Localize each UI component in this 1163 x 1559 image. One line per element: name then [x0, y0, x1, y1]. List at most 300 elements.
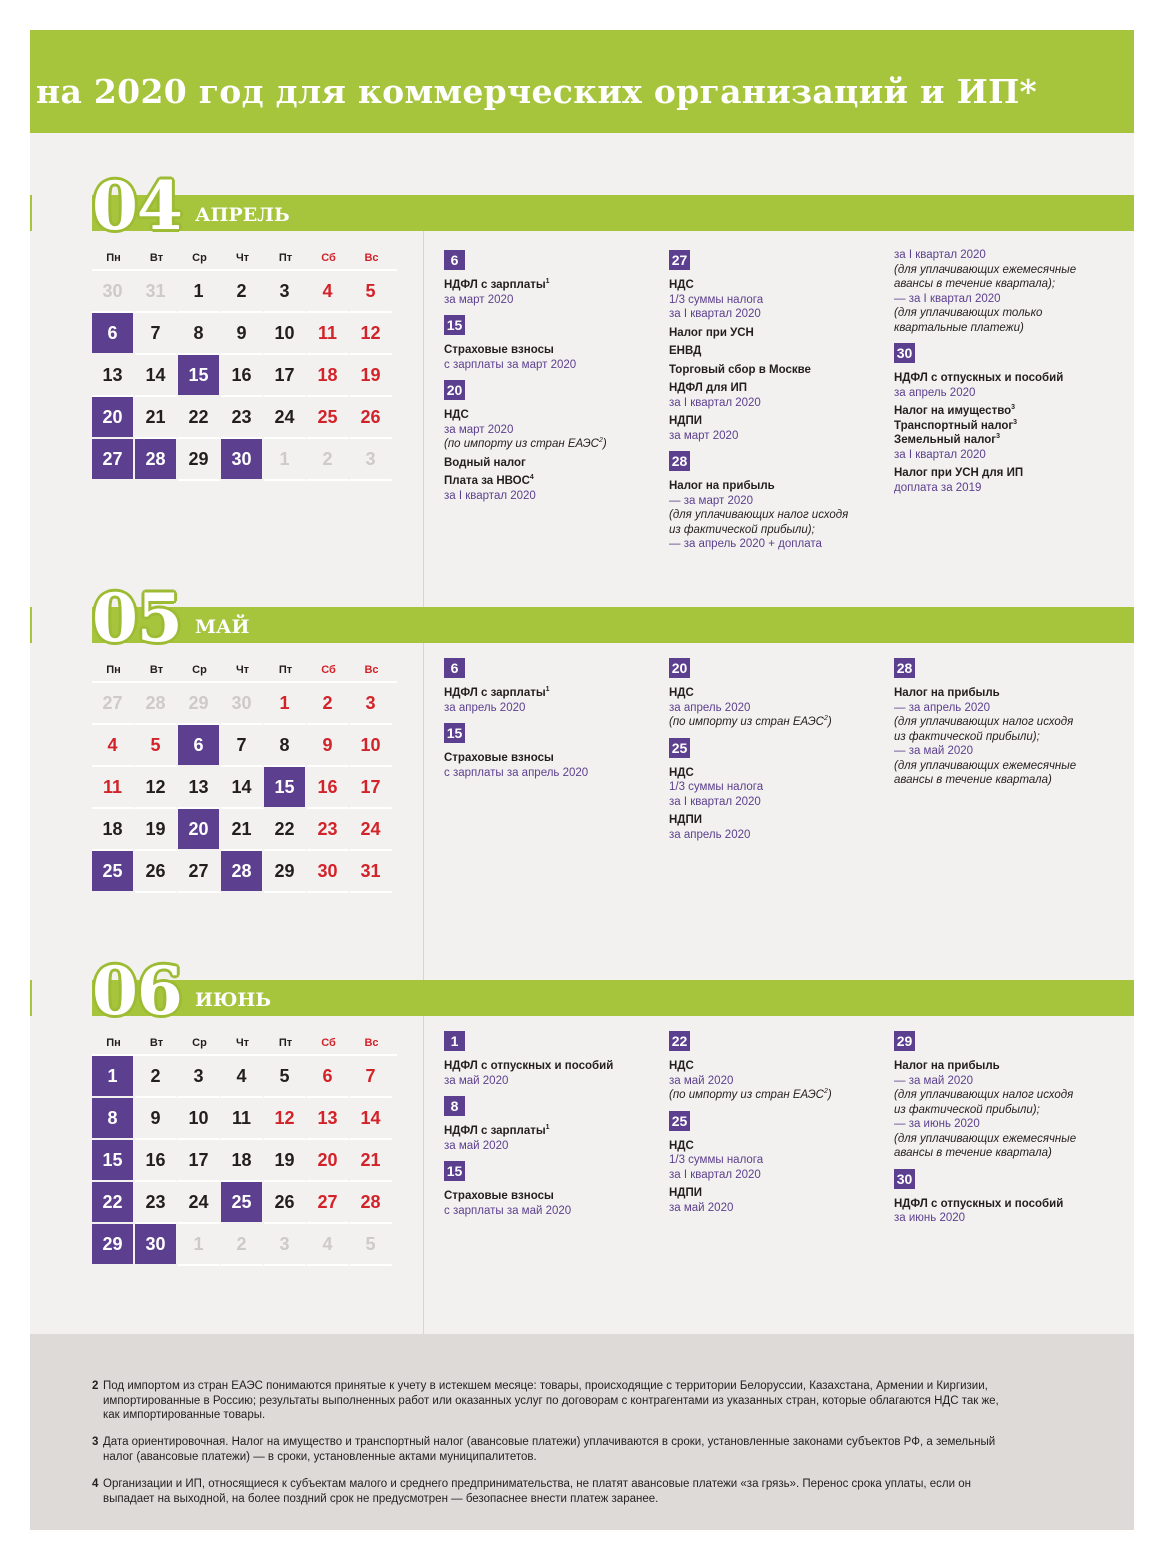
calendar-day: 17 — [350, 767, 393, 809]
tax-note-text: из фактической прибыли); — [669, 523, 815, 536]
calendar-day: 3 — [178, 1056, 221, 1098]
tax-name-text: Страховые взносы — [444, 1190, 554, 1202]
calendar-days — [92, 1056, 397, 1266]
tax-name-text: НДФЛ с зарплаты — [444, 687, 546, 699]
weekday-label: Ср — [192, 1037, 207, 1049]
tax-name — [669, 813, 884, 828]
deadline-day: 22 — [92, 1182, 135, 1224]
weekday-label: Пн — [106, 252, 121, 264]
calendar-day: 22 — [264, 809, 307, 851]
tax-note-text: из фактической прибыли); — [894, 1103, 1040, 1116]
tax-period-text: — за март 2020 — [669, 494, 754, 507]
tax-name — [669, 326, 884, 341]
tax-name — [894, 1197, 1109, 1212]
tax-name-text: НДФЛ для ИП — [669, 382, 748, 394]
calendar-day: 29 — [264, 851, 307, 893]
tax-period-text: за апрель 2020 — [669, 828, 751, 841]
tax-period — [669, 795, 884, 810]
calendar-day: 5 — [135, 725, 178, 767]
tax-name-text: Страховые взносы — [444, 344, 554, 356]
calendar-day: 26 — [264, 1182, 307, 1224]
deadline-column — [894, 1031, 1109, 1234]
tax-name — [669, 1186, 884, 1201]
deadline-day: 1 — [92, 1056, 135, 1098]
calendar-day: 14 — [135, 355, 178, 397]
tax-name-text: НДФЛ с отпускных и пособий — [894, 1197, 1064, 1210]
calendar-day: 21 — [221, 809, 264, 851]
calendar-day: 10 — [350, 725, 393, 767]
calendar-day: 2 — [307, 683, 350, 725]
tax-note-text: (по импорту из стран ЕАЭС — [444, 438, 599, 450]
tax-period — [894, 1117, 1109, 1132]
deadline-day: 28 — [221, 851, 264, 893]
footnote-ref: 2 — [823, 715, 828, 723]
calendar-day: 9 — [307, 725, 350, 767]
calendar-day: 4 — [307, 271, 350, 313]
weekday-label: Чт — [235, 664, 250, 676]
footnote-line: Дата ориентировочная. Налог на имущество и транспортный налог (авансовые платежи) уплачиваются в сроки, установленные законами субъектов РФ, а земельный — [103, 1436, 996, 1448]
tax-note — [894, 1088, 1109, 1103]
tax-name — [444, 751, 659, 766]
calendar-day: 3 — [350, 439, 393, 481]
tax-name-text: Транспортный налог — [894, 419, 1014, 432]
calendar-day: 18 — [307, 355, 350, 397]
tax-period — [894, 292, 1109, 307]
closing-paren: ) — [602, 438, 607, 450]
weekday-label: Пт — [278, 252, 293, 264]
tax-period-text: за март 2020 — [444, 293, 514, 306]
tax-note — [669, 1088, 884, 1103]
tax-note-text: авансы в течение квартала); — [894, 278, 1056, 290]
calendar-day: 23 — [221, 397, 264, 439]
tax-name-text: Страховые взносы — [444, 752, 554, 764]
footnotes-area — [30, 1334, 1134, 1530]
month-number: 06 — [92, 952, 182, 1030]
footnote-number: 4 — [92, 1478, 99, 1490]
tax-note-text: (для уплачивающих ежемесячные — [894, 1132, 1077, 1145]
tax-period-text: за май 2020 — [669, 1074, 734, 1087]
closing-paren: ) — [827, 1089, 832, 1101]
weekday-header — [92, 245, 397, 271]
deadline-column — [669, 658, 884, 850]
deadline-entry — [444, 380, 659, 503]
tax-period — [444, 701, 659, 716]
footnote-ref: 2 — [598, 437, 603, 445]
footnote — [92, 1379, 1092, 1423]
tax-name-text: Земельный налог — [894, 434, 997, 446]
tax-name — [669, 344, 884, 359]
tax-period — [669, 1074, 884, 1089]
calendar-day: 3 — [264, 271, 307, 313]
deadline-day: 30 — [221, 439, 264, 481]
calendar-day: 7 — [350, 1056, 393, 1098]
tax-period — [444, 1204, 659, 1219]
weekday-label: Пн — [106, 1037, 121, 1049]
tax-name — [669, 414, 884, 429]
calendar-day: 10 — [178, 1098, 221, 1140]
tax-note — [669, 523, 884, 538]
footnote-line: Под импортом из стран ЕАЭС понимаются принятые к учету в истекшем месяце: товары, происходящие с территории Белоруссии, Казахстана, Армении и Киргизии, — [103, 1380, 988, 1392]
tax-period-text: за I квартал 2020 — [444, 489, 536, 502]
tax-note — [669, 508, 884, 523]
calendar-day: 7 — [135, 313, 178, 355]
footnote-ref: 3 — [1011, 404, 1016, 412]
footnote-line: выпадает на выходной, на более поздний срок не предусмотрен — безопаснее внести платеж заранее. — [103, 1492, 659, 1505]
calendar-day: 1 — [178, 271, 221, 313]
tax-name-text: Налог на прибыль — [894, 687, 1000, 699]
calendar-day: 26 — [350, 397, 393, 439]
calendar-day: 16 — [221, 355, 264, 397]
weekday-label: Сб — [321, 252, 336, 264]
calendar-day: 17 — [178, 1140, 221, 1182]
deadline-entry — [894, 658, 1109, 788]
tax-note — [894, 321, 1109, 336]
deadline-entry — [444, 1161, 659, 1218]
calendar-day: 12 — [264, 1098, 307, 1140]
footnote-ref: 4 — [529, 474, 534, 482]
tax-name-text: Налог при УСН — [669, 326, 754, 339]
tax-period — [444, 766, 659, 781]
tax-note-text: (по импорту из стран ЕАЭС — [669, 716, 824, 728]
month-calendar — [92, 1030, 397, 1266]
calendar-day: 11 — [221, 1098, 264, 1140]
deadline-column — [444, 1031, 659, 1226]
tax-note-text: (для уплачивающих налог исходя — [669, 509, 849, 521]
tax-name — [669, 363, 884, 378]
date-badge: 15 — [444, 1161, 465, 1181]
calendar-day: 1 — [264, 683, 307, 725]
tax-period-text: доплата за 2019 — [894, 481, 982, 494]
calendar-day: 5 — [264, 1056, 307, 1098]
tax-name — [444, 474, 659, 489]
calendar-day: 25 — [307, 397, 350, 439]
deadline-column — [669, 1031, 884, 1223]
tax-period — [669, 780, 884, 795]
deadline-entry — [444, 658, 659, 715]
deadline-day: 6 — [178, 725, 221, 767]
footnote-ref: 1 — [545, 686, 550, 694]
tax-name-text: Торговый сбор в Москве — [669, 363, 811, 376]
tax-name — [669, 1059, 884, 1074]
tax-note-text: авансы в течение квартала) — [894, 1147, 1052, 1159]
calendar-day: 11 — [92, 767, 135, 809]
tax-note-text: (для уплачивающих налог исходя — [894, 716, 1074, 728]
weekday-header — [92, 1030, 397, 1056]
calendar-day: 12 — [350, 313, 393, 355]
calendar-day: 19 — [135, 809, 178, 851]
date-badge: 28 — [669, 451, 690, 471]
tax-name — [444, 456, 659, 471]
tax-name — [894, 404, 1109, 419]
calendar-day: 1 — [178, 1224, 221, 1266]
calendar-day: 10 — [264, 313, 307, 355]
month-section-06 — [30, 952, 1134, 1334]
deadline-day: 29 — [92, 1224, 135, 1266]
tax-name — [669, 766, 884, 781]
deadline-entry — [669, 1111, 884, 1216]
deadline-day: 15 — [92, 1140, 135, 1182]
deadline-day: 20 — [92, 397, 135, 439]
tax-period-text: за март 2020 — [669, 429, 739, 442]
tax-name — [894, 686, 1109, 701]
footnote-line: налог (авансовые платежи) — в сроки, установленные актами муниципалитетов. — [103, 1450, 537, 1463]
weekday-label: Пн — [106, 664, 121, 676]
tax-period-text: за апрель 2020 — [669, 701, 751, 714]
calendar-day: 27 — [307, 1182, 350, 1224]
month-calendar — [92, 245, 397, 481]
calendar-day: 13 — [178, 767, 221, 809]
tax-period — [669, 429, 884, 444]
tax-period — [444, 293, 659, 308]
calendar-day: 4 — [221, 1056, 264, 1098]
footnote-line: Организации и ИП, относящиеся к субъектам малого и среднего предпринимательства, не платят авансовые платежи «за грязь». Перенос срока уплаты, если он — [103, 1478, 971, 1490]
calendar-day: 18 — [221, 1140, 264, 1182]
tax-name-text: НДС — [669, 279, 694, 291]
deadline-day: 30 — [135, 1224, 178, 1266]
date-badge: 30 — [894, 1169, 915, 1189]
tax-name — [444, 1059, 659, 1074]
deadline-day: 20 — [178, 809, 221, 851]
tax-note-text: (для уплачивающих ежемесячные — [894, 759, 1077, 772]
month-band-stub — [30, 195, 32, 231]
calendar-day: 27 — [178, 851, 221, 893]
calendar-day: 21 — [350, 1140, 393, 1182]
calendar-day: 14 — [350, 1098, 393, 1140]
tax-period-text: с зарплаты за март 2020 — [444, 358, 577, 371]
tax-name-text: НДФЛ с зарплаты — [444, 279, 546, 291]
date-badge: 15 — [444, 723, 465, 743]
date-badge: 27 — [669, 250, 690, 270]
month-section-05 — [30, 579, 1134, 980]
weekday-label: Пт — [278, 1037, 293, 1049]
month-band-stub — [30, 980, 32, 1016]
tax-note — [894, 1146, 1109, 1161]
calendar-day: 2 — [307, 439, 350, 481]
tax-period-text: с зарплаты за май 2020 — [444, 1204, 572, 1217]
tax-period-text: за май 2020 — [669, 1201, 734, 1214]
tax-name-text: НДС — [669, 1139, 694, 1152]
tax-name-text: НДС — [669, 1060, 694, 1072]
deadline-day: 25 — [221, 1182, 264, 1224]
tax-period-text: — за I квартал 2020 — [894, 292, 1001, 305]
tax-name — [444, 408, 659, 423]
calendar-day: 17 — [264, 355, 307, 397]
deadline-day: 25 — [92, 851, 135, 893]
tax-note-text: авансы в течение квартала) — [894, 774, 1052, 786]
footnote-number: 3 — [92, 1436, 99, 1448]
deadline-entry — [669, 451, 884, 552]
calendar-day: 11 — [307, 313, 350, 355]
column-divider — [423, 231, 424, 607]
tax-name-text: НДФЛ с отпускных и пособий — [444, 1060, 614, 1072]
calendar-day: 30 — [92, 271, 135, 313]
deadline-entry — [894, 1169, 1109, 1226]
tax-period-text: с зарплаты за апрель 2020 — [444, 766, 589, 779]
tax-name-text: НДС — [669, 687, 694, 699]
footnote-ref: 3 — [1013, 418, 1018, 426]
calendar-day: 9 — [221, 313, 264, 355]
weekday-label: Чт — [235, 1037, 250, 1049]
calendar-day: 16 — [307, 767, 350, 809]
tax-name — [669, 1139, 884, 1154]
month-calendar — [92, 657, 397, 893]
tax-period — [444, 1074, 659, 1089]
tax-period — [444, 1139, 659, 1154]
calendar-day: 2 — [135, 1056, 178, 1098]
deadline-entry — [669, 250, 884, 443]
tax-name — [894, 433, 1109, 448]
calendar-day: 18 — [92, 809, 135, 851]
date-badge: 1 — [444, 1031, 465, 1051]
tax-name-text: НДФЛ с отпускных и пособий — [894, 372, 1064, 384]
tax-period — [894, 386, 1109, 401]
date-badge: 28 — [894, 658, 915, 678]
calendar-day: 26 — [135, 851, 178, 893]
calendar-day: 22 — [178, 397, 221, 439]
tax-period-text: — за июнь 2020 — [894, 1118, 980, 1130]
tax-period-text: за май 2020 — [444, 1074, 509, 1087]
tax-period — [894, 701, 1109, 716]
tax-name — [894, 419, 1109, 434]
tax-note — [444, 437, 659, 452]
month-name: ИЮНЬ — [195, 989, 272, 1011]
calendar-day: 21 — [135, 397, 178, 439]
calendar-day: 5 — [350, 271, 393, 313]
tax-period-text: за июнь 2020 — [894, 1212, 966, 1224]
month-band-stub — [30, 607, 32, 643]
deadline-column — [894, 248, 1109, 503]
date-badge: 15 — [444, 315, 465, 335]
weekday-label: Вт — [149, 664, 164, 676]
deadline-entry — [444, 723, 659, 780]
calendar-day: 5 — [350, 1224, 393, 1266]
calendar-day: 16 — [135, 1140, 178, 1182]
header-banner — [30, 30, 1134, 133]
calendar-day: 29 — [178, 439, 221, 481]
footnote-ref: 2 — [823, 1088, 828, 1096]
weekday-label: Сб — [321, 1037, 336, 1049]
deadline-day: 6 — [92, 313, 135, 355]
calendar-day: 23 — [307, 809, 350, 851]
deadline-day: 27 — [92, 439, 135, 481]
tax-note — [894, 759, 1109, 774]
tax-note — [669, 715, 884, 730]
calendar-day: 20 — [307, 1140, 350, 1182]
tax-period — [669, 396, 884, 411]
tax-note — [894, 773, 1109, 788]
tax-name — [669, 278, 884, 293]
calendar-day: 2 — [221, 1224, 264, 1266]
calendar-days — [92, 683, 397, 893]
tax-name-text: НДФЛ с зарплаты — [444, 1125, 546, 1137]
deadline-entry — [444, 315, 659, 372]
footnote — [92, 1477, 1092, 1506]
footnote — [92, 1435, 1092, 1464]
calendar-day: 3 — [264, 1224, 307, 1266]
tax-name-text: Налог на прибыль — [669, 480, 775, 492]
tax-period-text: за май 2020 — [444, 1139, 509, 1152]
calendar-day: 27 — [92, 683, 135, 725]
tax-name-text: НДС — [444, 409, 469, 421]
tax-period-text: за I квартал 2020 — [669, 396, 761, 409]
tax-note — [894, 1103, 1109, 1118]
column-divider — [423, 1016, 424, 1334]
weekday-label: Вс — [364, 664, 379, 676]
calendar-day: 4 — [307, 1224, 350, 1266]
calendar-day: 28 — [350, 1182, 393, 1224]
tax-name — [894, 1059, 1109, 1074]
tax-period-text: за I квартал 2020 — [669, 1168, 761, 1181]
tax-name-text: НДПИ — [669, 415, 703, 427]
tax-name — [444, 343, 659, 358]
footnote-ref: 3 — [996, 433, 1000, 441]
footnote-number: 2 — [92, 1380, 99, 1392]
weekday-label: Ср — [192, 252, 207, 264]
date-badge: 30 — [894, 343, 915, 363]
calendar-day: 29 — [178, 683, 221, 725]
tax-period-text: за I квартал 2020 — [894, 249, 986, 261]
tax-period — [894, 744, 1109, 759]
calendar-day: 8 — [178, 313, 221, 355]
calendar-days — [92, 271, 397, 481]
date-badge: 22 — [669, 1031, 690, 1051]
tax-note — [894, 1132, 1109, 1147]
month-name: МАЙ — [195, 616, 250, 638]
footnote-line: как импортированные товары. — [103, 1409, 266, 1421]
calendar-day: 1 — [264, 439, 307, 481]
deadline-entry — [894, 248, 1109, 335]
tax-period — [669, 1153, 884, 1168]
calendar-day: 8 — [264, 725, 307, 767]
calendar-day: 30 — [307, 851, 350, 893]
tax-period-text: 1/3 суммы налога — [669, 1154, 764, 1166]
tax-period-text: за I квартал 2020 — [669, 795, 761, 808]
deadline-entry — [669, 658, 884, 730]
tax-note-text: (для уплачивающих налог исходя — [894, 1089, 1074, 1101]
month-number: 04 — [92, 167, 182, 245]
calendar-day: 31 — [135, 271, 178, 313]
calendar-day: 31 — [350, 851, 393, 893]
tax-note — [894, 715, 1109, 730]
tax-period-text: — за апрель 2020 — [894, 701, 991, 714]
calendar-day: 2 — [221, 271, 264, 313]
tax-note-text: квартальные платежи) — [894, 321, 1024, 334]
deadline-column — [669, 250, 884, 560]
calendar-day: 24 — [264, 397, 307, 439]
date-badge: 20 — [444, 380, 465, 400]
month-name: АПРЕЛЬ — [195, 204, 290, 226]
deadline-entry — [444, 1096, 659, 1153]
tax-name — [444, 1124, 659, 1139]
weekday-label: Вт — [149, 252, 164, 264]
tax-period-text: за апрель 2020 — [894, 386, 976, 399]
tax-name — [894, 371, 1109, 386]
month-section-04 — [30, 167, 1134, 607]
tax-name — [444, 278, 659, 293]
footnote-ref: 1 — [545, 278, 550, 286]
calendar-day: 7 — [221, 725, 264, 767]
weekday-label: Чт — [235, 252, 250, 264]
tax-period — [894, 248, 1109, 263]
calendar-day: 28 — [135, 683, 178, 725]
tax-name — [669, 381, 884, 396]
deadline-column — [894, 658, 1109, 796]
deadline-entry — [894, 343, 1109, 495]
tax-period — [669, 537, 884, 552]
tax-period — [894, 1074, 1109, 1089]
deadline-entry — [444, 250, 659, 307]
calendar-day: 30 — [221, 683, 264, 725]
